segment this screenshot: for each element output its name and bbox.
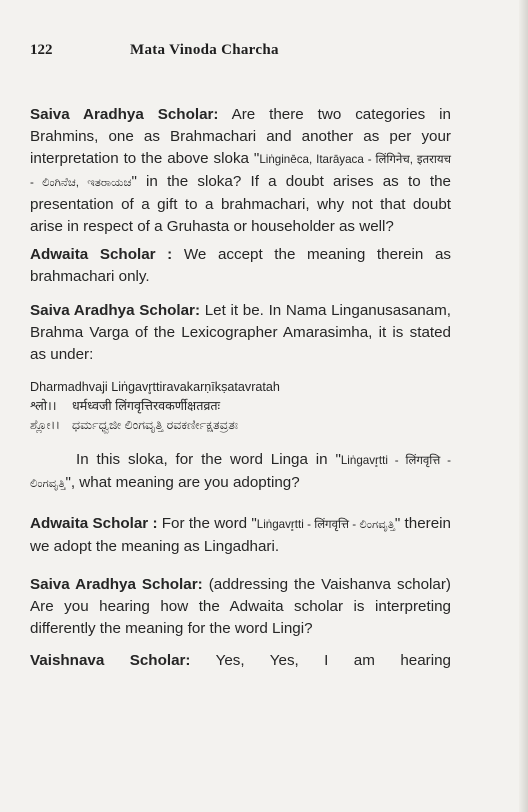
sloka-term: Liṅginēca, Itarāyaca - लिंगिनेच, इतरायच - ಲಿಂಗಿನೆಚ, ಇತರಾಯಚ <box>30 153 451 189</box>
verse-devanagari <box>30 397 451 416</box>
verse-label: श्लो।। <box>30 399 57 413</box>
verse-roman: Dharmadhvaji Liṅgavr̥ttiravakarṇīkṣatavratah <box>30 380 280 394</box>
page-header <box>30 42 508 62</box>
verse-kannada <box>30 416 451 435</box>
verse-label: ಶ್ಲೋ।। <box>30 418 61 432</box>
page-body <box>30 104 451 672</box>
paragraph-saiva-question <box>30 104 451 238</box>
speaker-label: Vaishnava Scholar: <box>30 652 191 669</box>
paragraph-text: " therein we adopt the meaning as Lingadhari. <box>30 515 451 555</box>
paragraph-text: We accept the meaning therein as brahmachari only. <box>30 246 451 285</box>
speaker-label: Adwaita Scholar : <box>30 515 158 532</box>
verse-text: ಧರ್ಮಧ್ವಜೀ ಲಿಂಗವೃತ್ತಿ ರವಕರ್ಣೀಕ್ಷತವ್ರತಃ <box>72 418 239 432</box>
paragraph-adwaita-lingadhari <box>30 513 451 558</box>
paragraph-text: Yes, Yes, I am hearing <box>190 652 451 669</box>
paragraph-text: In this sloka, for the word Linga in " <box>76 451 341 468</box>
page-edge <box>519 0 528 812</box>
page-number: 122 <box>30 42 53 58</box>
speaker-label: Adwaita Scholar : <box>30 246 173 263</box>
paragraph-text: " in the sloka? If a doubt arises as to the presentation of a gift to a brahmachari, why not that doubt arise in respect of a Gruhasta or householder as well? <box>30 173 451 235</box>
paragraph-saiva-addressing <box>30 574 451 640</box>
verse-text: धर्मध्वजी लिंगवृत्तिरवकर्णीक्षतव्रतः <box>72 399 221 413</box>
paragraph-saiva-citation <box>30 300 451 366</box>
paragraph-text: Let it be. In Nama Linganusasanam, Brahma Varga of the Lexicographer Amarasimha, it is stated as under: <box>30 302 451 363</box>
sloka-term: Liṅgavr̥tti - लिंगवृत्ति - ಲಿಂಗವೃತ್ತಿ <box>30 454 452 490</box>
paragraph-text: (addressing the Vaishanva scholar) Are you hearing how the Adwaita scholar is interpreting differently the meaning for the word Lingi? <box>30 576 451 637</box>
paragraph-text: For the word " <box>157 515 257 532</box>
speaker-label: Saiva Aradhya Scholar: <box>30 576 203 593</box>
paragraph-adwaita-answer <box>30 244 451 288</box>
speaker-label: Saiva Aradhya Scholar: <box>30 302 201 319</box>
sloka-verse <box>30 378 451 435</box>
paragraph-text: ", what meaning are you adopting? <box>65 474 300 491</box>
running-title: Mata Vinoda Charcha <box>130 42 279 58</box>
paragraph-linga-question <box>30 449 451 495</box>
sloka-term: Liṅgavr̥tti - लिंगवृत्ति - ಲಿಂಗವೃತ್ತಿ <box>256 518 395 531</box>
speaker-label: Saiva Aradhya Scholar: <box>30 106 219 123</box>
paragraph-text: Are there two categories in Brahmins, one as Brahmachari and another as per your interpretation to the above sloka " <box>30 106 451 167</box>
paragraph-vaishnava-reply <box>30 650 451 672</box>
